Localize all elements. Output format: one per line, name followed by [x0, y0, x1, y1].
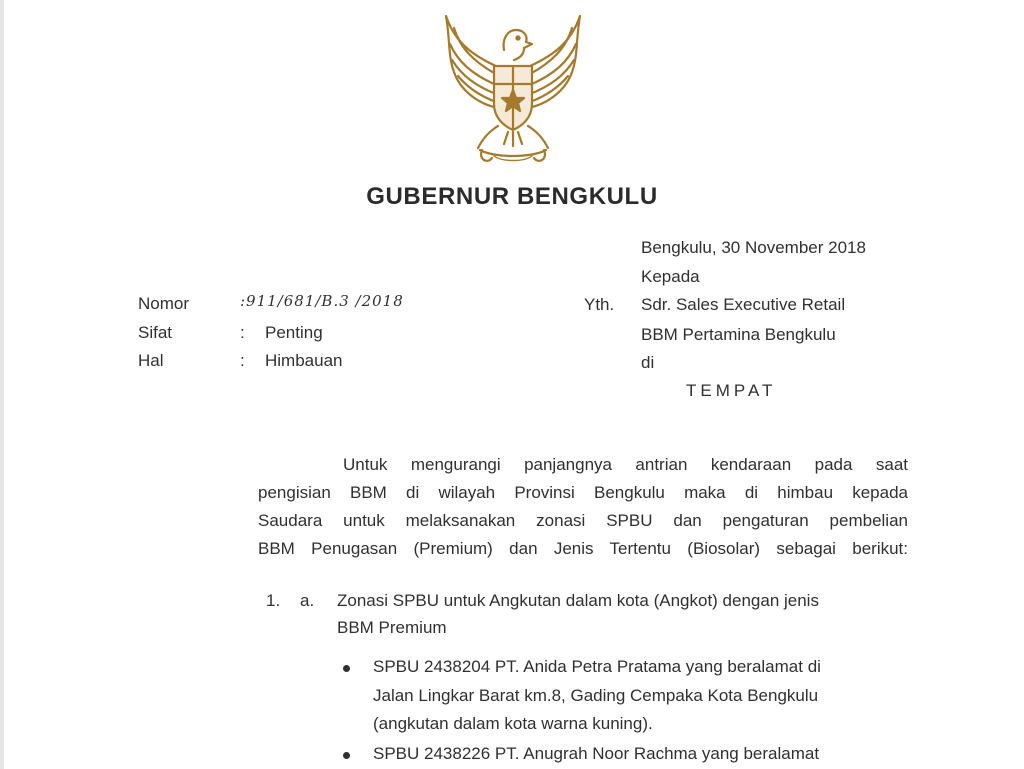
recipient-line2: BBM Pertamina Bengkulu [641, 325, 836, 344]
item-line1: Zonasi SPBU untuk Angkutan dalam kota (Angkot) dengan jenis [337, 591, 819, 610]
recipient-yth: Yth. [584, 295, 615, 314]
item-letter: a. [300, 591, 315, 610]
recipient-tempat: TEMPAT [686, 381, 777, 400]
recipient-di: di [641, 353, 655, 372]
nomor-value: :911/681/B.3 /2018 [240, 292, 404, 310]
body-line: pengisian BBM di wilayah Provinsi Bengkulu maka di himbau kepada [258, 483, 908, 502]
bullet-line: Jalan Lingkar Barat km.8, Gading Cempaka Kota Bengkulu [373, 686, 819, 705]
item-line2: BBM Premium [337, 618, 447, 637]
body-line: Saudara untuk melaksanakan zonasi SPBU dan pengaturan pembelian [258, 511, 908, 530]
hal-colon: : [240, 351, 245, 370]
body-paragraph [258, 451, 908, 563]
recipient-line1: Sdr. Sales Executive Retail [641, 295, 846, 314]
sifat-value: Penting [265, 323, 323, 342]
recipient-kepada: Kepada [641, 267, 700, 286]
garuda-emblem-icon [438, 8, 588, 168]
page-edge [0, 0, 4, 769]
body-line: Untuk mengurangi panjangnya antrian kendaraan pada saat [343, 455, 908, 474]
body-line: BBM Penugasan (Premium) dan Jenis Tertentu (Biosolar) sebagai berikut: [258, 539, 908, 558]
bullet-icon [343, 665, 350, 672]
letter-date: Bengkulu, 30 November 2018 [641, 238, 866, 257]
sifat-label: Sifat [138, 323, 173, 342]
nomor-label: Nomor [138, 294, 190, 313]
sifat-colon: : [240, 323, 245, 342]
bullet-line: SPBU 2438226 PT. Anugrah Noor Rachma yang beralamat [373, 744, 820, 763]
bullet-icon [343, 752, 350, 759]
bullet-line: SPBU 2438204 PT. Anida Petra Pratama yang beralamat di [373, 657, 821, 676]
item-number: 1. [266, 591, 281, 610]
hal-label: Hal [138, 351, 164, 370]
hal-value: Himbauan [265, 351, 343, 370]
letter-title: GUBERNUR BENGKULU [366, 183, 658, 210]
bullet-line: (angkutan dalam kota warna kuning). [373, 714, 653, 733]
